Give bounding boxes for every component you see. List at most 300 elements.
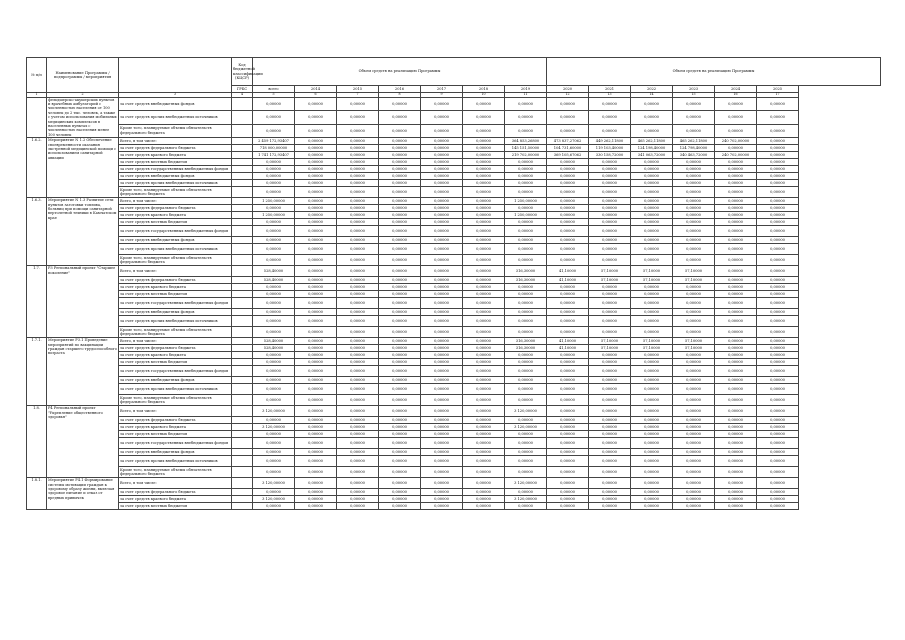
value-cell: 57,10000 — [673, 266, 715, 277]
value-cell: 0,00000 — [295, 166, 337, 173]
header-name: Наименование Программы / подпрограммы / мероприятия — [47, 58, 119, 93]
value-cell: 0,00000 — [463, 97, 505, 111]
value-cell: 0,00000 — [673, 316, 715, 327]
table-row — [27, 424, 881, 431]
table-row — [27, 316, 881, 327]
value-cell: 0,00000 — [589, 219, 631, 226]
value-cell: 0,00000 — [421, 503, 463, 510]
value-cell: 0,00000 — [463, 244, 505, 255]
value-cell: 0,00000 — [631, 284, 673, 291]
value-cell: 0,00000 — [673, 159, 715, 166]
value-cell: 0,00000 — [337, 111, 379, 125]
value-cell: 0,00000 — [589, 316, 631, 327]
value-cell: 0,00000 — [421, 456, 463, 467]
value-cell: 528,40000 — [253, 266, 295, 277]
value-cell: 0,00000 — [715, 503, 757, 510]
value-cell — [232, 159, 253, 166]
value-cell: 0,00000 — [337, 166, 379, 173]
value-cell: 0,00000 — [379, 180, 421, 187]
value-cell — [232, 424, 253, 431]
value-cell: 341 063,72000 — [631, 152, 673, 159]
value-cell: 57,10000 — [589, 338, 631, 345]
value-cell: 0,00000 — [631, 438, 673, 449]
value-cell: 0,00000 — [505, 173, 547, 180]
value-cell: 0,00000 — [337, 180, 379, 187]
value-cell: 0,00000 — [337, 266, 379, 277]
table-row — [27, 138, 881, 145]
value-cell: 0,00000 — [421, 138, 463, 145]
funding-source-label: Кроме того, планируемые объемы обязательств федерального бюджета — [119, 395, 232, 406]
header-code: Код бюджетной классификации (КЦСР) — [232, 58, 253, 86]
value-cell: 0,00000 — [715, 255, 757, 266]
row-number: 1.6.2. — [27, 138, 47, 198]
table-row — [27, 205, 881, 212]
value-cell — [232, 266, 253, 277]
value-cell: 0,00000 — [421, 309, 463, 316]
value-cell: 0,00000 — [673, 449, 715, 456]
funding-source-label: за счет средств государственных внебюджетных фондов — [119, 298, 232, 309]
value-cell: 57,10000 — [631, 266, 673, 277]
table-row — [27, 377, 881, 384]
value-cell: 0,00000 — [463, 198, 505, 205]
header-sub-col: 2022 — [631, 86, 673, 93]
value-cell — [232, 97, 253, 111]
value-cell: 0,00000 — [631, 166, 673, 173]
value-cell: 0,00000 — [295, 145, 337, 152]
value-cell: 0,00000 — [463, 212, 505, 219]
table-row — [27, 449, 881, 456]
funding-source-label: за счет средств внебюджетных фондов — [119, 173, 232, 180]
value-cell: 528,40000 — [253, 338, 295, 345]
header-group-forecast: Объем средств на реализацию Программы — [547, 58, 881, 86]
value-cell: 0,00000 — [337, 496, 379, 503]
value-cell: 0,00000 — [757, 180, 799, 187]
value-cell: 0,00000 — [505, 97, 547, 111]
value-cell: 0,00000 — [295, 291, 337, 298]
value-cell: 528,40000 — [253, 277, 295, 284]
value-cell: 0,00000 — [253, 97, 295, 111]
value-cell: 0,00000 — [631, 124, 673, 138]
value-cell: 0,00000 — [505, 503, 547, 510]
value-cell: 465 262,11800 — [631, 138, 673, 145]
value-cell: 0,00000 — [337, 359, 379, 366]
budget-table — [26, 57, 881, 510]
value-cell: 0,00000 — [715, 180, 757, 187]
value-cell: 0,00000 — [715, 352, 757, 359]
table-row — [27, 244, 881, 255]
value-cell: 0,00000 — [757, 377, 799, 384]
header-index-cell: 3 — [119, 93, 232, 98]
header-sub-col: всего — [253, 86, 295, 93]
value-cell: 0,00000 — [337, 395, 379, 406]
value-cell: 0,00000 — [253, 503, 295, 510]
value-cell: 0,00000 — [253, 384, 295, 395]
table-row — [27, 159, 881, 166]
table-row — [27, 496, 881, 503]
value-cell: 0,00000 — [547, 395, 589, 406]
value-cell: 0,00000 — [421, 298, 463, 309]
value-cell: 0,00000 — [547, 198, 589, 205]
value-cell: 0,00000 — [337, 205, 379, 212]
value-cell: 0,00000 — [337, 124, 379, 138]
value-cell: 316,30000 — [505, 338, 547, 345]
value-cell: 0,00000 — [421, 219, 463, 226]
value-cell: 0,00000 — [757, 187, 799, 198]
value-cell: 0,00000 — [715, 266, 757, 277]
value-cell: 0,00000 — [337, 212, 379, 219]
value-cell: 119 103,40000 — [589, 145, 631, 152]
table-row — [27, 406, 881, 417]
value-cell: 0,00000 — [295, 198, 337, 205]
value-cell: 0,00000 — [421, 377, 463, 384]
value-cell: 0,00000 — [589, 503, 631, 510]
value-cell: 0,00000 — [631, 316, 673, 327]
value-cell: 0,00000 — [673, 352, 715, 359]
value-cell: 0,00000 — [421, 205, 463, 212]
value-cell: 0,00000 — [715, 212, 757, 219]
value-cell: 3 120,00000 — [505, 496, 547, 503]
table-row — [27, 219, 881, 226]
value-cell: 0,00000 — [379, 226, 421, 237]
value-cell: 0,00000 — [673, 284, 715, 291]
value-cell: 0,00000 — [757, 496, 799, 503]
value-cell: 0,00000 — [379, 298, 421, 309]
table-row — [27, 145, 881, 152]
value-cell: 0,00000 — [421, 180, 463, 187]
value-cell: 0,00000 — [379, 198, 421, 205]
value-cell: 0,00000 — [379, 345, 421, 352]
value-cell: 0,00000 — [463, 384, 505, 395]
header-sub-col: 2024 — [715, 86, 757, 93]
value-cell: 0,00000 — [631, 97, 673, 111]
value-cell: 0,00000 — [337, 424, 379, 431]
value-cell: 0,00000 — [463, 352, 505, 359]
value-cell: 0,00000 — [715, 159, 757, 166]
value-cell: 57,10000 — [673, 277, 715, 284]
value-cell: 0,00000 — [295, 159, 337, 166]
header-index-cell: 8 — [379, 93, 421, 98]
value-cell: 0,00000 — [547, 291, 589, 298]
value-cell: 0,00000 — [379, 159, 421, 166]
value-cell: 104 731,60000 — [547, 145, 589, 152]
value-cell: 0,00000 — [505, 291, 547, 298]
value-cell: 0,00000 — [379, 219, 421, 226]
value-cell: 0,00000 — [505, 366, 547, 377]
value-cell: 0,00000 — [379, 244, 421, 255]
value-cell: 0,00000 — [757, 111, 799, 125]
value-cell: 0,00000 — [589, 456, 631, 467]
table-row — [27, 417, 881, 424]
value-cell — [232, 180, 253, 187]
header-sub-col: 2020 — [547, 86, 589, 93]
value-cell: 0,00000 — [421, 359, 463, 366]
value-cell: 0,00000 — [589, 377, 631, 384]
value-cell: 0,00000 — [757, 291, 799, 298]
value-cell: 0,00000 — [715, 438, 757, 449]
value-cell: 0,00000 — [505, 316, 547, 327]
value-cell: 0,00000 — [463, 124, 505, 138]
value-cell: 0,00000 — [757, 198, 799, 205]
funding-source-label: за счет средств федерального бюджета — [119, 345, 232, 352]
value-cell: 0,00000 — [253, 377, 295, 384]
value-cell — [232, 449, 253, 456]
value-cell: 0,00000 — [463, 309, 505, 316]
value-cell: 0,00000 — [379, 424, 421, 431]
value-cell: 0,00000 — [505, 456, 547, 467]
value-cell: 0,00000 — [421, 352, 463, 359]
funding-source-label: за счет средств прочих внебюджетных источников — [119, 384, 232, 395]
value-cell: 0,00000 — [463, 338, 505, 345]
value-cell: 0,00000 — [421, 124, 463, 138]
value-cell: 0,00000 — [715, 244, 757, 255]
value-cell: 0,00000 — [715, 366, 757, 377]
value-cell: 0,00000 — [715, 338, 757, 345]
value-cell: 0,00000 — [379, 456, 421, 467]
value-cell: 0,00000 — [337, 284, 379, 291]
value-cell: 0,00000 — [757, 145, 799, 152]
value-cell — [232, 298, 253, 309]
value-cell: 0,00000 — [547, 438, 589, 449]
value-cell: 0,00000 — [379, 205, 421, 212]
funding-source-label: Кроме того, планируемые объемы обязательств федерального бюджета — [119, 327, 232, 338]
table-row — [27, 359, 881, 366]
value-cell: 0,00000 — [715, 187, 757, 198]
value-cell — [232, 456, 253, 467]
value-cell: 0,00000 — [463, 111, 505, 125]
value-cell: 0,00000 — [505, 226, 547, 237]
value-cell: 0,00000 — [631, 456, 673, 467]
value-cell: 0,00000 — [715, 496, 757, 503]
value-cell: 0,00000 — [337, 237, 379, 244]
value-cell: 0,00000 — [673, 424, 715, 431]
value-cell: 0,00000 — [379, 145, 421, 152]
value-cell: 0,00000 — [673, 467, 715, 478]
value-cell: 0,00000 — [253, 173, 295, 180]
value-cell: 0,00000 — [631, 417, 673, 424]
table-row — [27, 503, 881, 510]
value-cell: 57,10000 — [631, 277, 673, 284]
value-cell: 0,00000 — [589, 395, 631, 406]
value-cell: 0,00000 — [463, 417, 505, 424]
value-cell: 0,00000 — [547, 298, 589, 309]
value-cell — [232, 212, 253, 219]
funding-source-label: за счет средств государственных внебюджетных фондов — [119, 226, 232, 237]
funding-source-label: за счет средств внебюджетных фондов — [119, 237, 232, 244]
value-cell: 0,00000 — [295, 212, 337, 219]
value-cell: 0,00000 — [421, 384, 463, 395]
value-cell: 0,00000 — [589, 298, 631, 309]
funding-source-label: за счет средств краевого бюджета — [119, 284, 232, 291]
value-cell: 0,00000 — [421, 478, 463, 489]
table-row — [27, 237, 881, 244]
value-cell: 0,00000 — [715, 309, 757, 316]
value-cell: 0,00000 — [253, 309, 295, 316]
value-cell: 0,00000 — [253, 219, 295, 226]
value-cell: 0,00000 — [673, 309, 715, 316]
value-cell: 1 250,00000 — [253, 212, 295, 219]
value-cell: 0,00000 — [463, 478, 505, 489]
table-row — [27, 431, 881, 438]
header-index-cell: 1 — [27, 93, 47, 98]
value-cell: 0,00000 — [337, 478, 379, 489]
header-sub-col: 2015 — [337, 86, 379, 93]
value-cell: 0,00000 — [421, 395, 463, 406]
value-cell: 0,00000 — [253, 159, 295, 166]
value-cell: 0,00000 — [673, 212, 715, 219]
value-cell — [232, 226, 253, 237]
header-index-cell: 10 — [463, 93, 505, 98]
value-cell — [232, 503, 253, 510]
value-cell: 0,00000 — [505, 327, 547, 338]
value-cell: 0,00000 — [757, 284, 799, 291]
value-cell: 0,00000 — [589, 124, 631, 138]
value-cell: 0,00000 — [295, 124, 337, 138]
value-cell: 0,00000 — [505, 219, 547, 226]
value-cell: 0,00000 — [505, 187, 547, 198]
value-cell: 0,00000 — [253, 352, 295, 359]
value-cell: 0,00000 — [631, 327, 673, 338]
value-cell: 0,00000 — [463, 438, 505, 449]
value-cell: 0,00000 — [505, 284, 547, 291]
value-cell: 0,00000 — [589, 406, 631, 417]
value-cell: 0,00000 — [631, 406, 673, 417]
value-cell: 0,00000 — [463, 173, 505, 180]
value-cell: 0,00000 — [295, 187, 337, 198]
value-cell: 0,00000 — [253, 359, 295, 366]
value-cell: 0,00000 — [379, 417, 421, 424]
value-cell — [232, 352, 253, 359]
table-row — [27, 352, 881, 359]
value-cell — [232, 431, 253, 438]
value-cell: 0,00000 — [421, 449, 463, 456]
value-cell: 0,00000 — [295, 449, 337, 456]
value-cell: 0,00000 — [379, 309, 421, 316]
value-cell: 0,00000 — [421, 198, 463, 205]
value-cell: 0,00000 — [757, 173, 799, 180]
value-cell: 0,00000 — [715, 456, 757, 467]
value-cell: 0,00000 — [715, 467, 757, 478]
header-index-cell: 15 — [673, 93, 715, 98]
value-cell: 0,00000 — [295, 309, 337, 316]
value-cell: 0,00000 — [295, 226, 337, 237]
value-cell: 0,00000 — [547, 359, 589, 366]
value-cell: 0,00000 — [295, 489, 337, 496]
value-cell — [232, 138, 253, 145]
value-cell: 0,00000 — [673, 359, 715, 366]
value-cell — [232, 377, 253, 384]
value-cell: 0,00000 — [379, 138, 421, 145]
value-cell: 0,00000 — [715, 449, 757, 456]
value-cell: 0,00000 — [295, 406, 337, 417]
value-cell: 0,00000 — [421, 316, 463, 327]
value-cell: 0,00000 — [253, 395, 295, 406]
value-cell: 0,00000 — [757, 277, 799, 284]
value-cell: 0,00000 — [253, 291, 295, 298]
value-cell: 0,00000 — [337, 327, 379, 338]
funding-source-label: Кроме того, планируемые объемы обязательств федерального бюджета — [119, 467, 232, 478]
funding-source-label: за счет средств краевого бюджета — [119, 496, 232, 503]
value-cell: 0,00000 — [715, 316, 757, 327]
value-cell: 219 702,00000 — [505, 152, 547, 159]
value-cell: 0,00000 — [589, 173, 631, 180]
value-cell: 0,00000 — [715, 277, 757, 284]
funding-source-label: за счет средств прочих внебюджетных источников — [119, 180, 232, 187]
value-cell: 0,00000 — [379, 152, 421, 159]
value-cell: 0,00000 — [715, 377, 757, 384]
funding-source-label: Кроме того, планируемые объемы обязательств федерального бюджета — [119, 187, 232, 198]
funding-source-label: за счет средств краевого бюджета — [119, 424, 232, 431]
value-cell: 0,00000 — [757, 352, 799, 359]
value-cell: 0,00000 — [547, 124, 589, 138]
value-cell: 0,00000 — [295, 173, 337, 180]
value-cell: 0,00000 — [547, 503, 589, 510]
value-cell: 0,00000 — [631, 496, 673, 503]
value-cell: 0,00000 — [505, 298, 547, 309]
value-cell: 0,00000 — [547, 352, 589, 359]
value-cell: 0,00000 — [421, 266, 463, 277]
table-row — [27, 266, 881, 277]
value-cell: 0,00000 — [673, 503, 715, 510]
value-cell: 0,00000 — [631, 219, 673, 226]
value-cell: 0,00000 — [589, 255, 631, 266]
funding-source-label: Всего, в том числе: — [119, 138, 232, 145]
value-cell: 0,00000 — [673, 384, 715, 395]
funding-source-label: за счет средств краевого бюджета — [119, 352, 232, 359]
value-cell: 316,30000 — [505, 345, 547, 352]
value-cell: 0,00000 — [673, 166, 715, 173]
value-cell — [232, 124, 253, 138]
value-cell: 0,00000 — [337, 366, 379, 377]
value-cell: 0,00000 — [421, 226, 463, 237]
value-cell: 0,00000 — [337, 352, 379, 359]
value-cell: 0,00000 — [463, 166, 505, 173]
value-cell: 0,00000 — [337, 187, 379, 198]
value-cell: 0,00000 — [337, 277, 379, 284]
header-sub-col: 2016 — [379, 86, 421, 93]
header-index-cell: 9 — [421, 93, 463, 98]
value-cell: 0,00000 — [463, 205, 505, 212]
value-cell: 0,00000 — [505, 449, 547, 456]
value-cell: 0,00000 — [547, 366, 589, 377]
value-cell: 0,00000 — [589, 438, 631, 449]
row-number: 1.7. — [27, 266, 47, 338]
funding-source-label: за счет средств местных бюджетов — [119, 431, 232, 438]
value-cell: 0,00000 — [589, 449, 631, 456]
table-row — [27, 124, 881, 138]
value-cell: 0,00000 — [421, 212, 463, 219]
value-cell: 0,00000 — [715, 219, 757, 226]
value-cell: 0,00000 — [715, 478, 757, 489]
funding-source-label: за счет средств федерального бюджета — [119, 489, 232, 496]
value-cell: 0,00000 — [757, 359, 799, 366]
value-cell — [232, 205, 253, 212]
value-cell: 0,00000 — [757, 166, 799, 173]
value-cell: 364 853,26800 — [505, 138, 547, 145]
table-row — [27, 395, 881, 406]
value-cell: 0,00000 — [757, 424, 799, 431]
value-cell: 0,00000 — [673, 496, 715, 503]
value-cell: 0,00000 — [589, 291, 631, 298]
value-cell: 0,00000 — [547, 205, 589, 212]
value-cell: 0,00000 — [757, 298, 799, 309]
value-cell: 0,00000 — [757, 449, 799, 456]
value-cell: 0,00000 — [757, 467, 799, 478]
value-cell: 0,00000 — [547, 255, 589, 266]
value-cell: 0,00000 — [547, 456, 589, 467]
value-cell: 0,00000 — [547, 97, 589, 111]
program-name: P4 Региональный проект "Укрепление общественного здоровья" — [47, 406, 119, 478]
value-cell: 0,00000 — [379, 496, 421, 503]
